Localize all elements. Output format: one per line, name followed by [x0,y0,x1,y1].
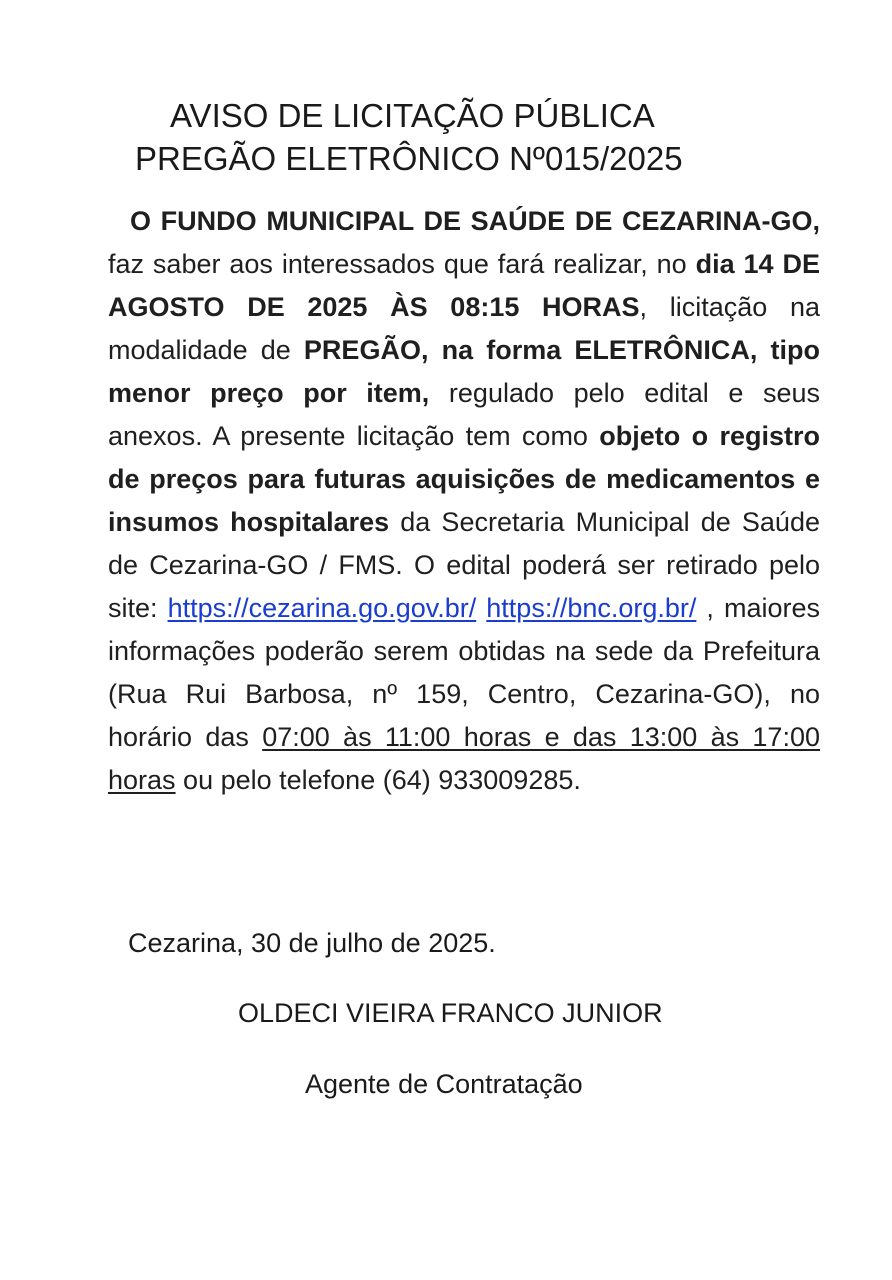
auction-object: objeto o registro de preços para futuras aquisições de medicamentos e insumos hospitalares [108,421,820,537]
place-and-date: Cezarina, 30 de julho de 2025. [128,928,496,958]
office-hours: 07:00 às 11:00 horas e das 13:00 às 17:00 horas [108,722,820,795]
signer-role: Agente de Contratação [305,1069,583,1099]
body-intro: faz saber aos interessados que fará realizar, no [108,249,696,279]
body-after-object: da Secretaria Municipal de Saúde de Cezarina-GO / FMS. O edital poderá ser retirado pelo site: [108,507,820,623]
entity-name: O FUNDO MUNICIPAL DE SAÚDE DE CEZARINA-GO, [130,206,820,236]
body-after-date: , licitação na modalidade de [108,292,820,365]
bnc-site-link[interactable]: https://bnc.org.br/ [486,593,697,623]
signer-name: OLDECI VIEIRA FRANCO JUNIOR [238,998,663,1028]
body-after-links: , maiores informações poderão serem obtidas na sede da Prefeitura (Rua Rui Barbosa, nº 159, Centro, Cezarina-GO), no horário das [108,593,820,752]
notice-body [108,200,820,802]
auction-modality: PREGÃO, na forma ELETRÔNICA, tipo menor preço por item, [108,335,821,408]
notice-subtitle: PREGÃO ELETRÔNICO Nº015/2025 [135,140,683,177]
link-separator [476,593,486,623]
auction-date-time: dia 14 DE AGOSTO DE 2025 ÀS 08:15 HORAS [108,249,820,322]
body-after-modality: regulado pelo edital e seus anexos. A presente licitação tem como [108,378,820,451]
body-after-hours: ou pelo telefone (64) 933009285. [175,765,581,795]
cezarina-site-link[interactable]: https://cezarina.go.gov.br/ [167,593,477,623]
notice-title: AVISO DE LICITAÇÃO PÚBLICA [170,97,655,134]
